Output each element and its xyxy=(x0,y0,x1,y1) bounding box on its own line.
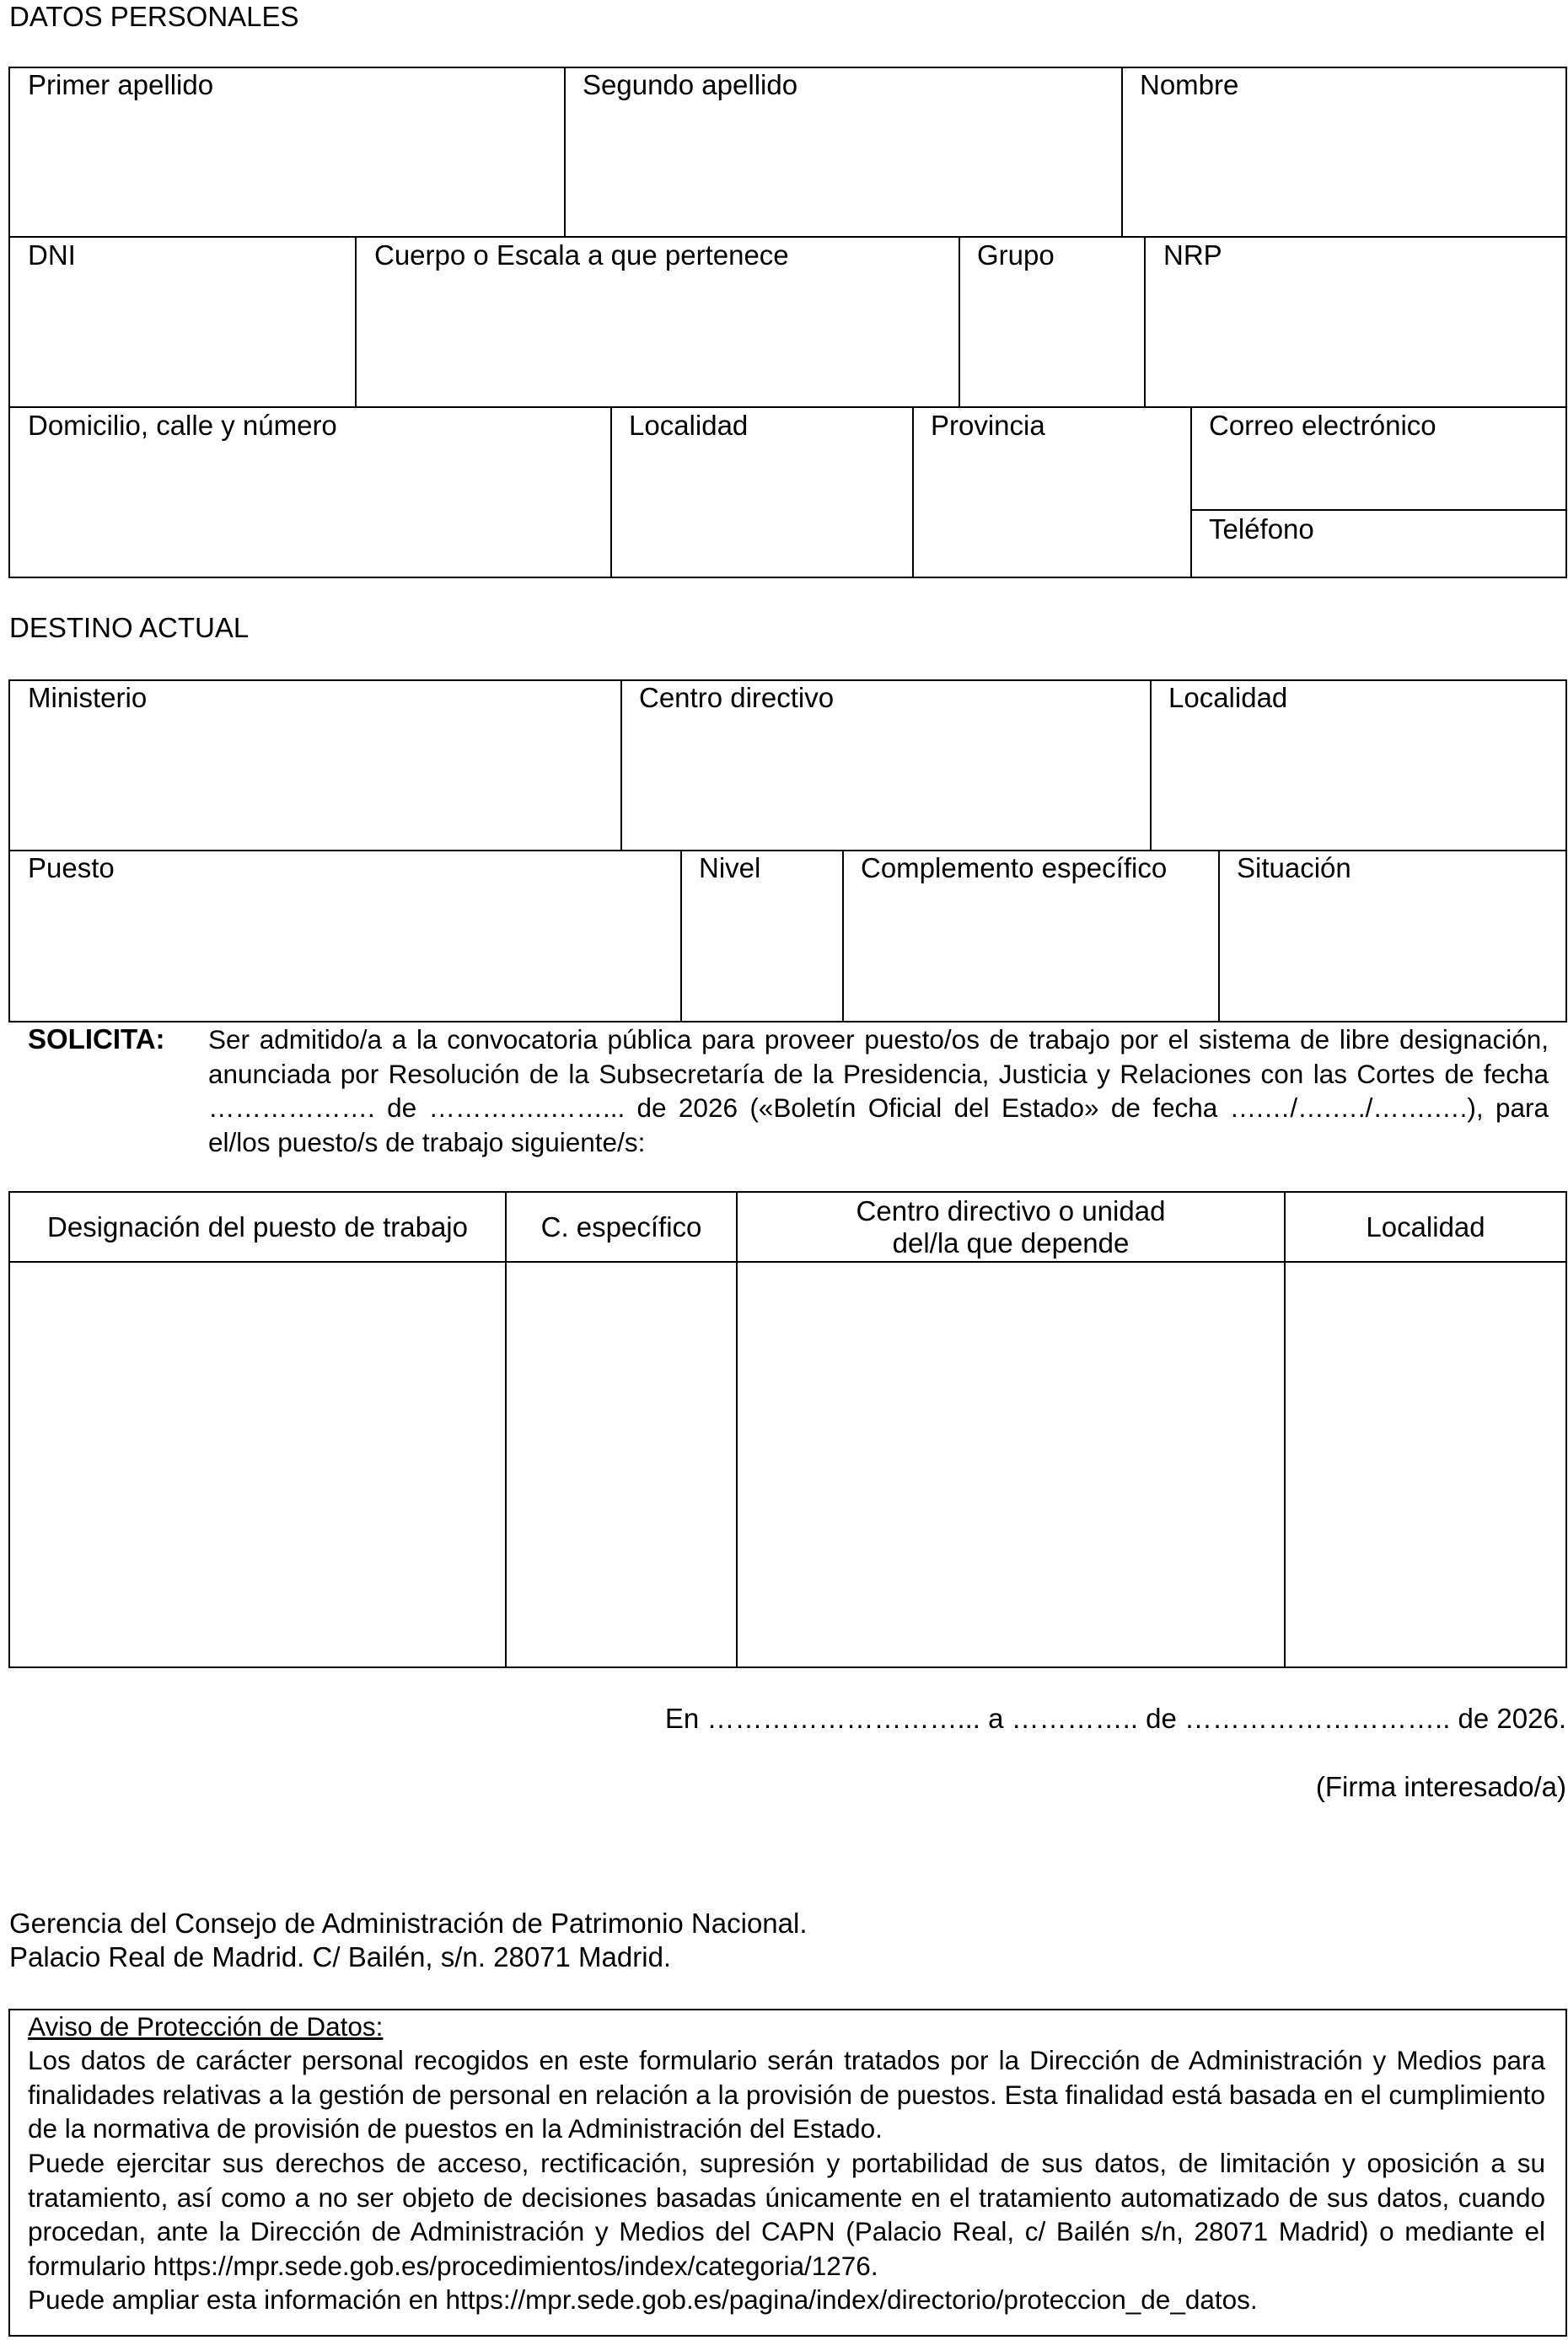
firma-label: (Firma interesado/a) xyxy=(1315,1771,1566,1802)
centro-directivo-unidad-cell[interactable] xyxy=(738,1263,1284,1666)
address-line-2: Palacio Real de Madrid. C/ Bailén, s/n. 28071 Madrid. xyxy=(9,1941,672,1972)
label-dni: DNI xyxy=(28,239,76,271)
header-centro-directivo-unidad: Centro directivo o unidad del/la que depende xyxy=(856,1194,1166,1259)
label-nivel: Nivel xyxy=(699,852,761,883)
designacion-puesto-cell[interactable] xyxy=(10,1263,505,1666)
header-c-especifico: C. específico xyxy=(540,1210,702,1242)
privacy-title: Aviso de Protección de Datos: xyxy=(28,2011,384,2042)
puesto-localidad-cell[interactable] xyxy=(1286,1263,1565,1666)
address-line-1: Gerencia del Consejo de Administración de Patrimonio Nacional. xyxy=(9,1908,808,1939)
solicita-text: Ser admitido/a a la convocatoria pública para proveer puesto/os de trabajo por el sistema de libre designación, anunciada por Resolución de la Subsecretaría de la Presidencia, Justicia y Relaciones con las Cortes de fecha ………………. de …………..……... de 2026 («Boletín Oficial del Estado» de fecha ….…/….…./…….….), para el/los puesto/s de trabajo siguiente/s: xyxy=(208,1024,1549,1157)
label-segundo-apellido: Segundo apellido xyxy=(583,69,798,100)
privacy-paragraph-3: Puede ampliar esta información en https://mpr.sede.gob.es/pagina/index/directorio/proteccion_de_datos. xyxy=(28,2284,1258,2315)
label-correo-electronico: Correo electrónico xyxy=(1209,410,1436,441)
label-primer-apellido: Primer apellido xyxy=(28,69,214,100)
section-title-datos-personales: DATOS PERSONALES xyxy=(9,1,299,32)
label-provincia: Provincia xyxy=(931,410,1045,441)
label-nrp: NRP xyxy=(1163,239,1222,271)
label-domicilio: Domicilio, calle y número xyxy=(28,410,337,441)
header-localidad: Localidad xyxy=(1366,1210,1485,1242)
header-designacion-puesto: Designación del puesto de trabajo xyxy=(46,1210,468,1242)
label-situacion: Situación xyxy=(1237,852,1351,883)
label-cuerpo-escala: Cuerpo o Escala a que pertenece xyxy=(374,239,789,271)
label-nombre: Nombre xyxy=(1140,69,1239,100)
label-telefono: Teléfono xyxy=(1209,513,1314,545)
label-localidad: Localidad xyxy=(629,410,749,441)
label-complemento-especifico: Complemento específico xyxy=(861,852,1168,883)
label-puesto: Puesto xyxy=(28,852,115,883)
solicita-label: SOLICITA: xyxy=(28,1023,165,1055)
label-destino-localidad: Localidad xyxy=(1168,682,1288,713)
label-centro-directivo: Centro directivo xyxy=(639,682,835,713)
label-ministerio: Ministerio xyxy=(28,682,148,713)
label-grupo: Grupo xyxy=(977,239,1055,271)
date-line: En ………………………... a ………….. de ……………………….. de 2026. xyxy=(664,1703,1566,1734)
c-especifico-cell[interactable] xyxy=(507,1263,736,1666)
privacy-paragraph-1: Los datos de carácter personal recogidos en este formulario serán tratados por la Dirección de Administración y Medios para finalidades relativas a la gestión de personal en relación a la provisión de puestos. Esta finalidad está basada en el cumplimiento de la normativa de provisión de puestos en la Administración del Estado. xyxy=(28,2045,1545,2144)
section-title-destino-actual: DESTINO ACTUAL xyxy=(9,612,250,643)
privacy-paragraph-2: Puede ejercitar sus derechos de acceso, rectificación, supresión y portabilidad de sus datos, de limitación y oposición a su tratamiento, así como a no ser objeto de decisiones basadas únicamente en el tratamiento automatizado de sus datos, cuando procedan, ante la Dirección de Administración y Medios del CAPN (Palacio Real, c/ Bailén s/n, 28071 Madrid) o mediante el formulario https://mpr.sede.gob.es/procedimientos/index/categoria/1276. xyxy=(28,2148,1545,2281)
